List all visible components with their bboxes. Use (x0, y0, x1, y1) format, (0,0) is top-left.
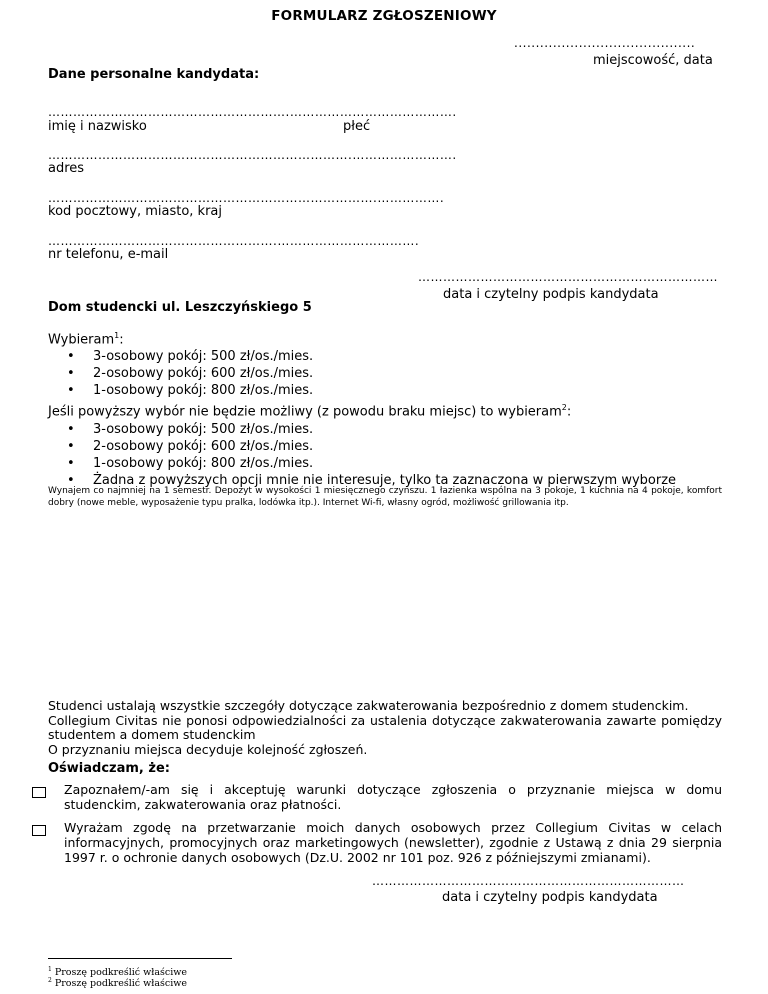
signature-dots: ………………………………………………………………… (372, 874, 685, 888)
consent-data-checkbox[interactable] (32, 825, 46, 836)
list-item[interactable]: • 2-osobowy pokój: 600 zł/os./mies. (67, 438, 314, 454)
first-choice-list (48, 348, 738, 399)
consent-terms-checkbox[interactable] (32, 787, 46, 798)
bullet-icon: • (67, 421, 75, 437)
postal-dots: …………………………………………………………………….……………. (48, 191, 445, 205)
dorm-heading: Dom studencki ul. Leszczyńskiego 5 (48, 300, 312, 315)
phone-dots: ……………………………………………….……………………………. (48, 234, 420, 248)
consent-terms-text: Zapoznałem/-am się i akceptuję warunki dotyczące zgłoszenia o przyznanie miejsca w domu studenckim, zakwaterowania oraz płatności. (64, 782, 722, 812)
postal-label: kod pocztowy, miasto, kraj (48, 204, 223, 219)
list-item[interactable]: • Żadna z powyższych opcji mnie nie interesuje, tylko ta zaznaczona w pierwszym wyborze (67, 472, 677, 488)
bullet-icon: • (67, 438, 75, 454)
alternative-line: Jeśli powyższy wybór nie będzie możliwy (z powodu braku miejsc) to wybieram$^2$: (48, 403, 572, 420)
signature-label: data i czytelny podpis kandydata (442, 890, 658, 905)
declare-heading: Oświadczam, że: (48, 761, 170, 776)
list-item[interactable]: • 2-osobowy pokój: 600 zł/os./mies. (67, 366, 314, 382)
list-item[interactable]: • 3-osobowy pokój: 500 zł/os./mies. (67, 421, 314, 437)
info-line-3: O przyznaniu miejsca decyduje kolejność zgłoszeń. (48, 741, 368, 757)
info-line-1: Studenci ustalają wszystkie szczegóły dotyczące zakwaterowania bezpośrednio z domem studenckim. (48, 698, 689, 713)
footnote-1: $^1$ Proszę podkreślić właściwe (48, 966, 187, 979)
phone-label: nr telefonu, e-mail (48, 247, 169, 262)
place-date-dots: .......................................... (514, 36, 696, 50)
name-label: imię i nazwisko (48, 119, 147, 134)
list-item[interactable]: • 1-osobowy pokój: 800 zł/os./mies. (67, 383, 314, 399)
choose-line: Wybieram$^1$: (48, 331, 124, 348)
address-dots: ……………………………………………………………….……………………. (48, 148, 457, 162)
dorm-note: Wynajem co najmniej na 1 semestr. Depozyt w wysokości 1 miesięcznego czynszu. 1 łazienka wspólna na 3 pokoje, 1 kuchnia na 4 pokoje, komfort dobry (nowe meble, wyposażenie typu pralka, lodówka itp.). Internet Wi-fi, własny ogród, możliwość grillowania itp. (48, 486, 722, 508)
info-line-2: Collegium Civitas nie ponosi odpowiedzialności za ustalenia dotyczące zakwaterowania zawarte pomiędzy studentem a domem studenckim (48, 712, 722, 742)
address-label: adres (48, 161, 85, 176)
bullet-icon: • (67, 455, 75, 471)
form-title: FORMULARZ ZGŁOSZENIOWY (271, 8, 497, 24)
room-choice-section (48, 327, 738, 489)
gender-label: płeć (343, 119, 371, 134)
list-item[interactable]: • 3-osobowy pokój: 500 zł/os./mies. (67, 349, 314, 365)
info-block (48, 699, 722, 757)
second-choice-list (48, 421, 738, 489)
footnote-rule (48, 958, 232, 959)
place-date-label: miejscowość, data (593, 53, 713, 68)
footnote-2: $^2$ Proszę podkreślić właściwe (48, 977, 187, 990)
bullet-icon: • (67, 383, 75, 399)
list-item[interactable]: • 1-osobowy pokój: 800 zł/os./mies. (67, 455, 314, 471)
bullet-icon: • (67, 366, 75, 382)
personal-heading: Dane personalne kandydata: (48, 67, 260, 82)
bullet-icon: • (67, 349, 75, 365)
name-gender-dots: ………………………………………………….…………………………………. (48, 105, 457, 119)
signature-label: data i czytelny podpis kandydata (443, 287, 659, 302)
signature-dots: ……………………………………………………………… (418, 270, 718, 284)
bullet-icon: • (67, 472, 75, 488)
consent-data-text: Wyrażam zgodę na przetwarzanie moich danych osobowych przez Collegium Civitas w celach informacyjnych, promocyjnych oraz marketingowych (newsletter), zgodnie z Ustawą z dnia 29 sierpnia 1997 r. o ochronie danych osobowych (Dz.U. 2002 nr 101 poz. 926 z późniejszymi zmianami). (64, 820, 722, 865)
